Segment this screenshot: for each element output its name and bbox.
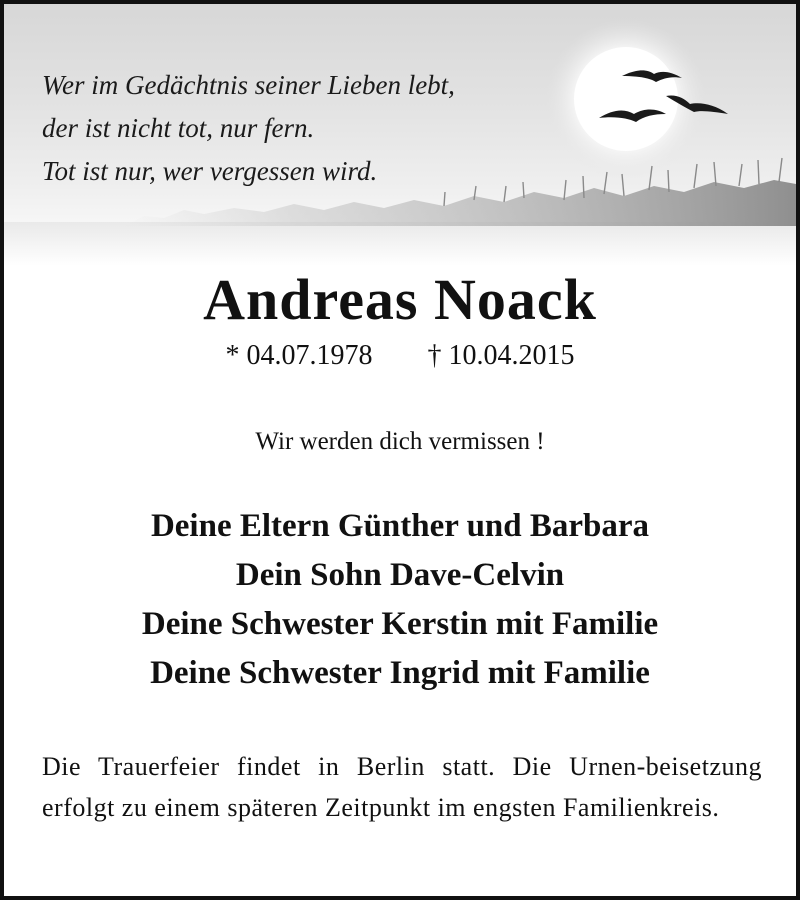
poem-line: Tot ist nur, wer vergessen wird.	[42, 156, 378, 186]
death-date: † 10.04.2015	[427, 340, 575, 371]
poem-line: Wer im Gedächtnis seiner Lieben lebt,	[42, 70, 455, 100]
funeral-notice: Die Trauerfeier findet in Berlin statt. Die Urnen-beisetzung erfolgt zu einem späteren Zeitpunkt im engsten Familienkreis.	[42, 752, 762, 822]
mourner-line: Dein Sohn Dave-Celvin	[235, 557, 565, 593]
poem-line: der ist nicht tot, nur fern.	[42, 113, 315, 143]
sun	[574, 47, 678, 151]
deceased-name: Andreas Noack	[203, 267, 597, 332]
mourner-line: Deine Schwester Ingrid mit Familie	[150, 655, 650, 691]
water	[4, 222, 796, 266]
mourners-list	[4, 502, 796, 698]
farewell-message: Wir werden dich vermissen !	[255, 428, 545, 455]
mourner-line: Deine Eltern Günther und Barbara	[150, 508, 650, 544]
life-dates	[4, 340, 796, 372]
memorial-poem	[42, 64, 455, 193]
header-landscape-image	[4, 4, 796, 266]
birth-date: * 04.07.1978	[225, 340, 373, 371]
mourner-line: Deine Schwester Kerstin mit Familie	[141, 606, 659, 642]
